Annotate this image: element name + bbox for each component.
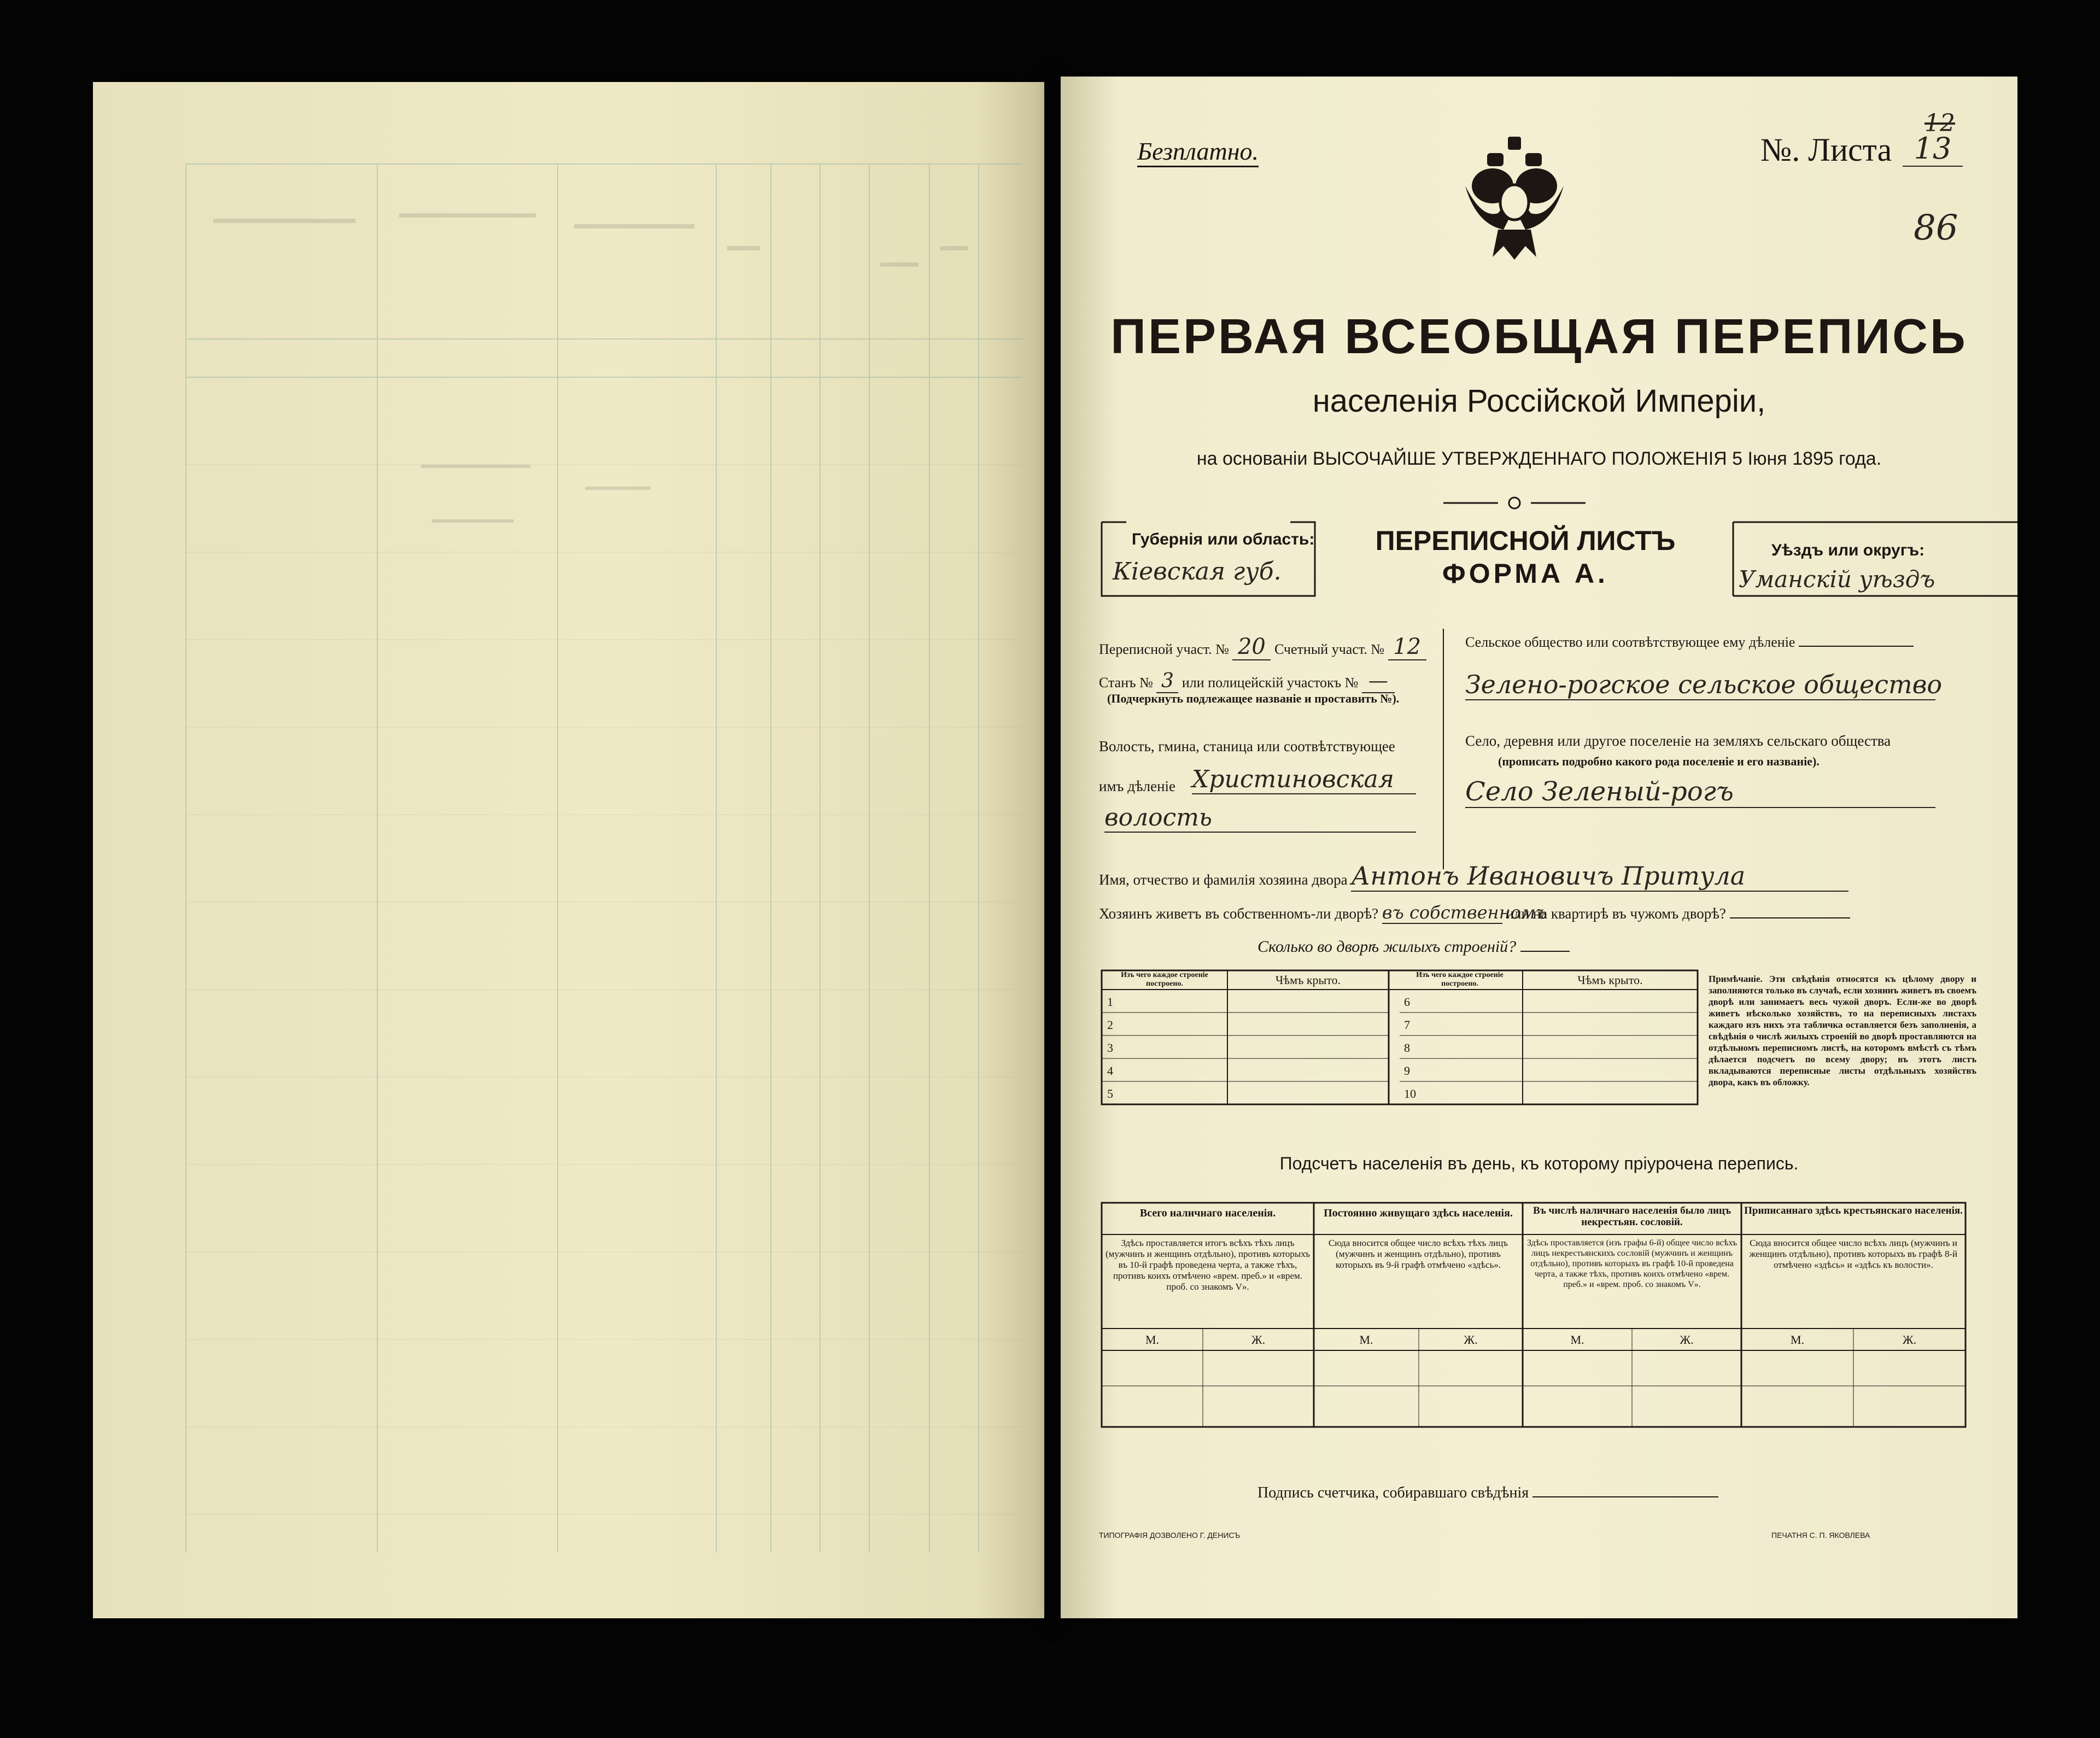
- printer-imprint-left: ТИПОГРАФІЯ ДОЗВОЛЕНО Г. ДЕНИСЪ: [1099, 1531, 1241, 1540]
- province-value: Кіевская губ.: [1113, 558, 1282, 586]
- rural-society-value: Зелено-рогское сельское общество: [1465, 670, 1943, 699]
- residence-label: Хозяинъ живетъ въ собственномъ-ли дворѣ?: [1099, 905, 1379, 922]
- building-row-number: 9: [1404, 1064, 1410, 1078]
- building-row-number: 1: [1107, 995, 1113, 1009]
- building-row-number: 4: [1107, 1064, 1113, 1078]
- male-column-header: М.: [1570, 1333, 1584, 1347]
- legal-basis-line: на основаніи ВЫСОЧАЙШЕ УТВЕРЖДЕННАГО ПОЛОЖЕНІЯ 5 Іюня 1895 года.: [1196, 448, 1882, 469]
- counting-district-label: Счетный участ. №: [1274, 641, 1385, 657]
- male-column-header: М.: [1790, 1333, 1805, 1347]
- volost-label: Волость, гмина, станица или соотвѣтствующее: [1099, 738, 1395, 754]
- village-label: Село, деревня или другое поселеніе на земляхъ сельскаго общества: [1465, 733, 1891, 749]
- counting-district-value: 12: [1388, 634, 1426, 660]
- owner-label: Имя, отчество и фамилія хозяина двора: [1099, 871, 1348, 888]
- rural-society-label: Сельское общество или соотвѣтствующее ему дѣленіе: [1465, 634, 1795, 650]
- building-row-number: 10: [1404, 1087, 1416, 1101]
- residence-label-2: или на квартирѣ въ чужомъ дворѣ?: [1506, 905, 1726, 922]
- left-page-blank-reverse: [93, 82, 1044, 1618]
- female-column-header: Ж.: [1902, 1333, 1917, 1347]
- population-col-title: Приписаннаго здѣсь крестьянскаго населенія.: [1744, 1205, 1963, 1216]
- buildings-col-material: Изъ чего каждое строеніе построено.: [1121, 971, 1208, 988]
- building-row-number: 2: [1107, 1018, 1113, 1032]
- population-col-desc: Здѣсь проставляется (изъ графы 6-й) общее число всѣхъ лицъ некрестьянскихъ сословій (мужчинъ и женщинъ отдѣльно), противъ которыхъ въ графѣ 10-й проведена черта, а также тѣхъ, противъ коихъ отмѣчено «врем. преб.» и «врем. проб. со знакомъ V».: [1526, 1238, 1738, 1289]
- note-text: Примѣчаніе. Эти свѣдѣнія относятся къ цѣлому двору и заполняются только въ случаѣ, если хозяинъ живетъ въ своемъ дворѣ или занимаетъ весь чужой дворъ. Если-же во дворѣ живетъ нѣсколько хозяйствъ, то на переписныхъ листахъ каждаго изъ нихъ эта табличка оставляется безъ заполненія, а свѣдѣнія о числѣ жилыхъ строеній во дворѣ проставляются на отдѣльномъ переписномъ листѣ, на которомъ вмѣстѣ съ тѣмъ дѣлается подсчетъ по всему двору; въ этотъ листъ вкладываются переписные листы отдѣльныхъ хозяйствъ двора, какъ въ обложку.: [1709, 974, 1977, 1087]
- printer-imprint-right: ПЕЧАТНЯ С. П. ЯКОВЛЕВА: [1771, 1531, 1870, 1540]
- buildings-col-material-2: Изъ чего каждое строеніе построено.: [1416, 971, 1504, 988]
- volost-value-cont: волость: [1104, 804, 1416, 833]
- sheet-title: ПЕРЕПИСНОЙ ЛИСТЪ: [1375, 525, 1676, 556]
- building-row-number: 8: [1404, 1041, 1410, 1055]
- sheet-number-crossed: 12: [1924, 109, 1955, 137]
- village-value: Село Зеленый-рогъ: [1465, 776, 1935, 808]
- population-col-desc: Здѣсь проставляется итогъ всѣхъ тѣхъ лицъ (мужчинъ и женщинъ отдѣльно), противъ которыхъ въ 10-й графѣ проведена черта, а также тѣхъ, противъ коихъ отмѣчено «врем. преб.» и «врем. проб. со знакомъ V».: [1105, 1238, 1310, 1292]
- district-label: Уѣздъ или округъ:: [1771, 541, 1925, 559]
- population-col-desc: Сюда вносится общее число всѣхъ лицъ (мужчинъ и женщинъ отдѣльно), противъ которыхъ въ графѣ 8-й отмѣчено «здѣсь» и «здѣсь къ волости».: [1749, 1238, 1958, 1270]
- sheet-number-value: 13: [1903, 131, 1963, 167]
- archive-page-number: 86: [1914, 208, 1958, 248]
- buildings-col-roof: Чѣмъ крыто.: [1275, 973, 1341, 987]
- building-row-number: 6: [1404, 995, 1410, 1009]
- police-value: —: [1362, 670, 1395, 693]
- volost-value: Христиновская: [1192, 765, 1416, 794]
- police-label: или полицейскій участокъ №: [1181, 675, 1359, 690]
- ornament: [1509, 498, 1520, 508]
- male-column-header: М.: [1145, 1333, 1160, 1347]
- province-label: Губернія или область:: [1132, 530, 1315, 548]
- population-col-title: Въ числѣ наличнаго населенія было лицъ некрестьян. сословій.: [1533, 1205, 1731, 1228]
- volost-label-cont: имъ дѣленіе: [1099, 778, 1176, 794]
- sheet-number-label: №. Листа: [1760, 132, 1892, 168]
- page-subtitle: населенія Россійской Имперіи,: [1312, 383, 1766, 419]
- signature-blank-line: [1532, 1496, 1718, 1497]
- faded-ruled-grid: [93, 82, 1044, 1618]
- buildings-question: Сколько во дворѣ жилыхъ строеній?: [1257, 938, 1517, 956]
- signature-label: Подпись счетчика, собиравшаго свѣдѣнія: [1257, 1484, 1529, 1501]
- stan-label: Станъ №: [1099, 675, 1153, 690]
- building-row-number: 5: [1107, 1087, 1113, 1101]
- village-note: (прописать подробно какого рода поселеніе и его названіе).: [1498, 754, 1820, 768]
- imperial-eagle-emblem: [1460, 137, 1569, 262]
- census-district-label: Переписной участ. №: [1099, 641, 1229, 657]
- population-col-desc: Сюда вносится общее число всѣхъ тѣхъ лицъ (мужчинъ и женщинъ отдѣльно), противъ которыхъ въ 9-й графѣ отмѣчено «здѣсь».: [1328, 1238, 1508, 1270]
- form-rules: [1061, 77, 2017, 1618]
- form-title: ФОРМА А.: [1442, 558, 1608, 589]
- owner-value: Антонъ Ивановичъ Притула: [1351, 861, 1849, 892]
- page-title: ПЕРВАЯ ВСЕОБЩАЯ ПЕРЕПИСЬ: [1110, 309, 1968, 364]
- female-column-header: Ж.: [1251, 1333, 1266, 1347]
- buildings-col-roof-2: Чѣмъ крыто.: [1577, 973, 1643, 987]
- underline-note: (Подчеркнуть подлежащее названіе и проставить №).: [1107, 692, 1400, 705]
- census-district-value: 20: [1232, 634, 1271, 660]
- free-of-charge-label: Безплатно.: [1137, 137, 1259, 167]
- population-heading: Подсчетъ населенія въ день, къ которому пріурочена перепись.: [1279, 1154, 1799, 1173]
- census-form-page: [1061, 77, 2017, 1618]
- population-col-title: Всего наличнаго населенія.: [1139, 1207, 1276, 1219]
- female-column-header: Ж.: [1464, 1333, 1478, 1347]
- female-column-header: Ж.: [1680, 1333, 1694, 1347]
- buildings-blank-line: [1520, 951, 1570, 952]
- rural-society-blank-line: [1799, 646, 1914, 647]
- population-col-title: Постоянно живущаго здѣсь населенія.: [1324, 1207, 1513, 1219]
- district-value: Уманскій уѣздъ: [1739, 566, 1935, 593]
- residence-value: въ собственномъ: [1382, 902, 1547, 923]
- building-row-number: 7: [1404, 1018, 1410, 1032]
- residence-blank-line: [1730, 917, 1850, 918]
- male-column-header: М.: [1359, 1333, 1373, 1347]
- building-row-number: 3: [1107, 1041, 1113, 1055]
- stan-value: 3: [1156, 670, 1178, 693]
